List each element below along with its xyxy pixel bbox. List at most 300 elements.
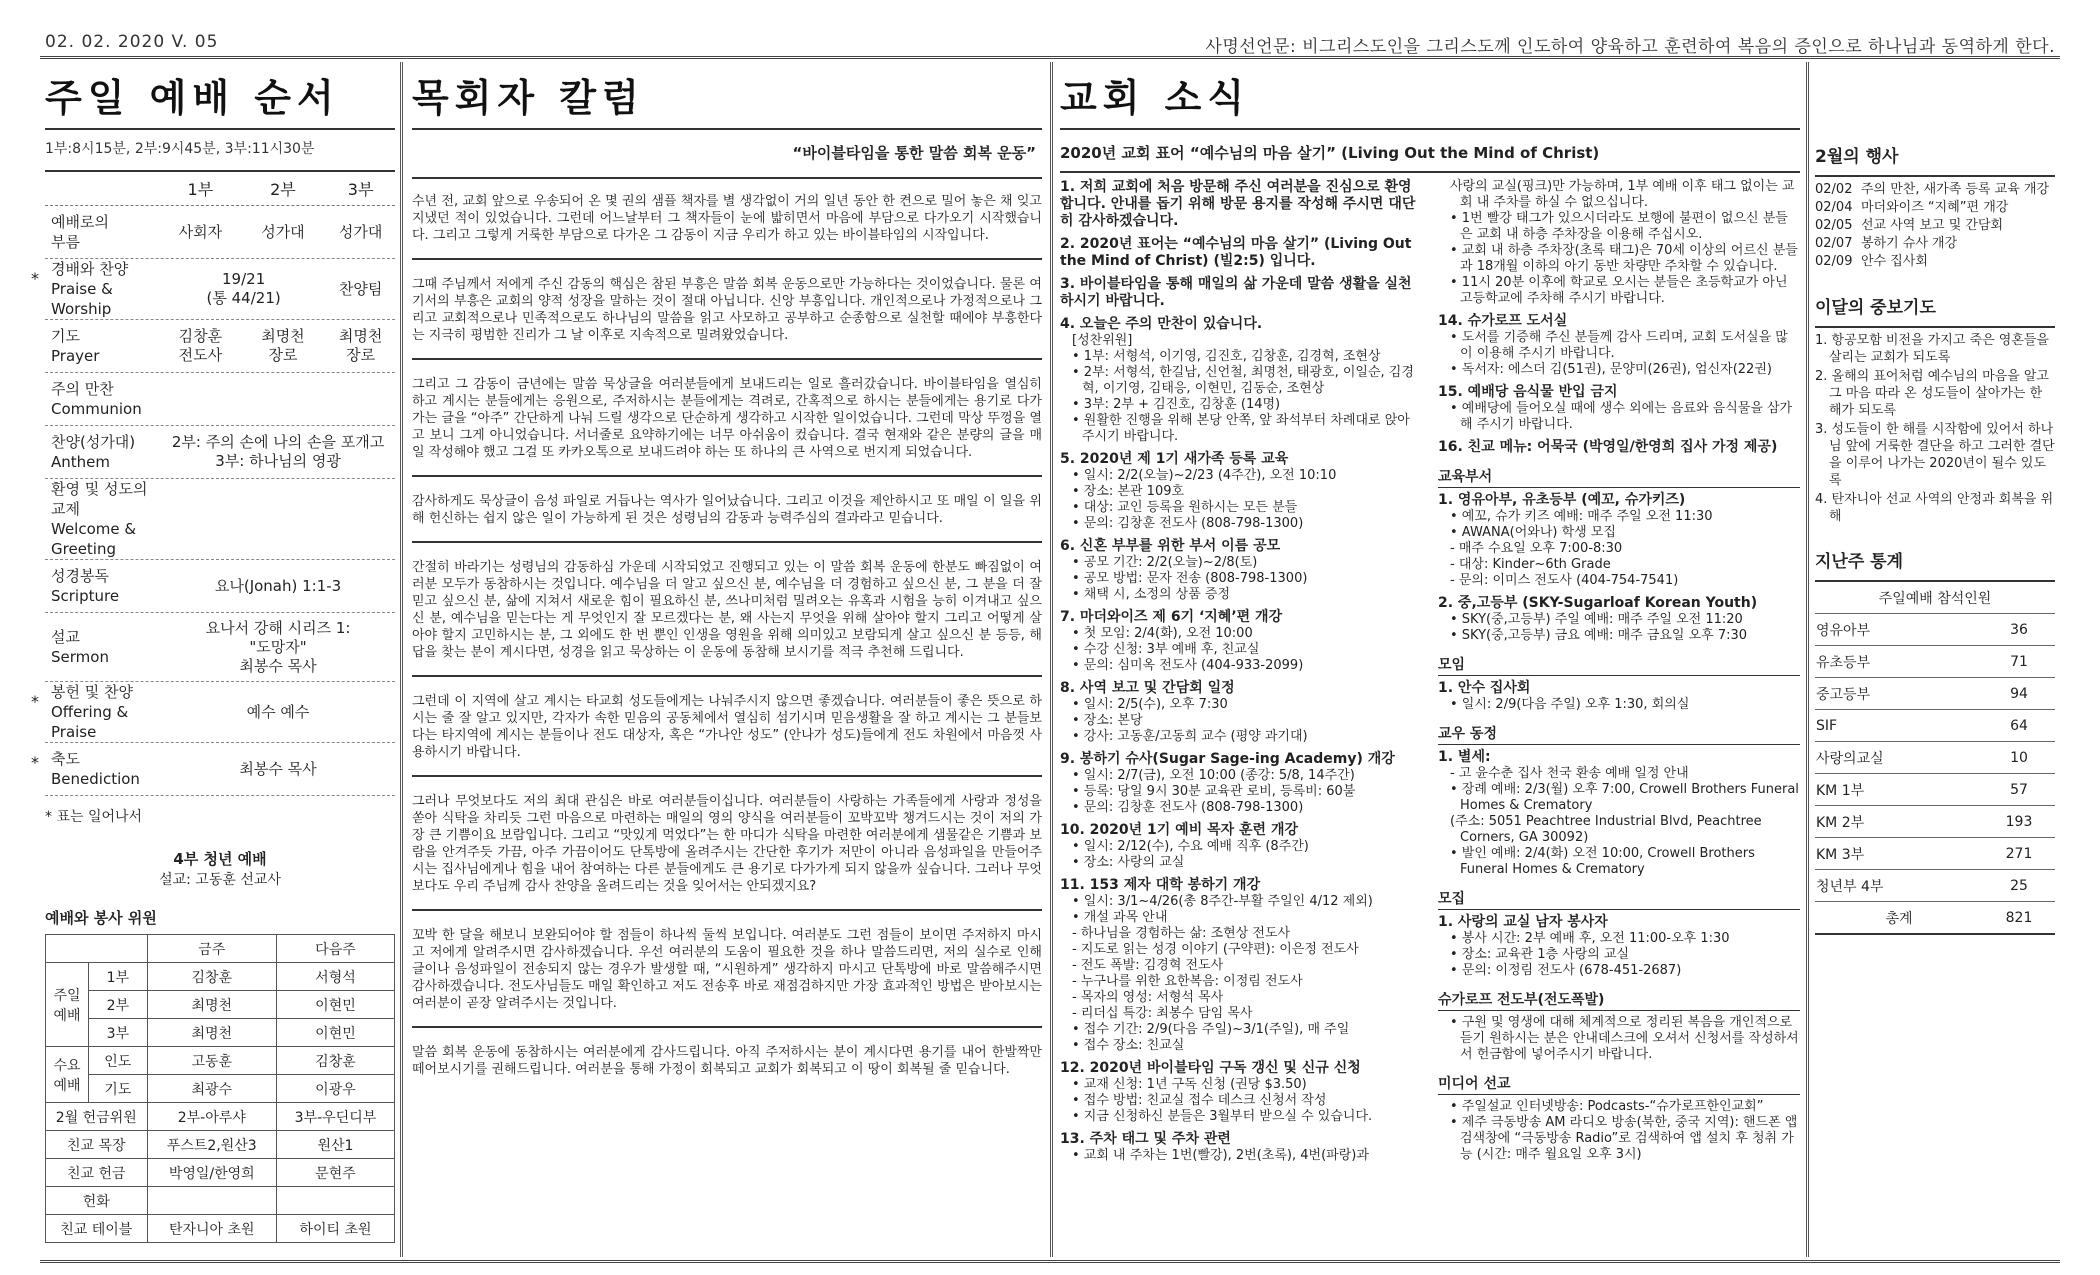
event-text: 주의 만찬, 새가족 등록 교육 개강 — [1861, 182, 2050, 197]
order-row — [45, 479, 395, 560]
service-row — [46, 991, 395, 1019]
service-row — [46, 1075, 395, 1103]
youth-title: 4부 청년 예배 — [173, 850, 267, 868]
news-details — [1060, 697, 1420, 745]
service-row — [46, 1187, 395, 1215]
stats-label: KM 2부 — [1815, 806, 1983, 838]
stats-title: 지난주 통계 — [1815, 552, 1904, 572]
order-row — [45, 373, 395, 426]
news-detail: • 원활한 진행을 위해 본당 안쪽, 앞 좌석부터 차례대로 앉아 주시기 바랍니다. — [1072, 413, 1410, 444]
news-columns — [1060, 171, 1800, 1170]
column-paragraph: 수년 전, 교회 앞으로 우송되어 온 몇 권의 샘플 책자를 별 생각없이 거의 일년 동안 한 켠으로 밀어 놓은 채 잊고 지냈던 적이 있었습니다. 그런데 어느날부터 그 책자들이 눈에 밟히면서 마음에 부담으로 다가오기 시작했습니다. 그리고 그렇게 거룩한 부담으로 다가온 그 감동이 지금 우리가 하고 있는 바이블타임의 시작입니다. — [412, 194, 1042, 243]
pastor-column-subtitle: “바이블타임을 통한 말씀 회복 운동” — [792, 144, 1036, 162]
service-next-week: 김창훈 — [276, 1047, 394, 1075]
top-rule — [40, 56, 2060, 59]
news-detail: • 장례 예배: 2/3(월) 오후 7:00, Crowell Brothers Funeral Homes & Crematory — [1450, 782, 1799, 813]
department-heading: 모임 — [1438, 654, 1800, 676]
side-column — [1815, 68, 2055, 1253]
column-section — [412, 909, 1042, 1012]
header-1: 1부 — [187, 180, 214, 199]
service-label: 친교 테이블 — [46, 1215, 148, 1243]
column-section — [412, 475, 1042, 527]
service-row — [46, 1019, 395, 1047]
stats-label: SIF — [1815, 710, 1983, 742]
order-cell-span: 예수 예수 — [246, 702, 310, 721]
column-paragraph: 꼬박 한 달을 해보니 보완되어야 할 점들이 하나씩 둘씩 보입니다. 여러분도 그런 점들이 보이면 주저하지 마시고 저에게 알려주시면 감사하겠습니다. 우선 여러분의 도움이 필요한 것을 하나 말씀드리면, 저의 실수로 인해 글이나 음성파일이 전송되지 않는 경우가 발생할 때, “시원하게” 생각하지 마시고 단톡방에 바로 말씀해주시면 감사하겠습니다. 전도사님들도 매일 확인하고 저도 전송후 바로 재점검하지만 가장 효과적인 방법은 받아보시는 여러분이 곧장 알려주시는 것입니다. — [412, 928, 1042, 1011]
service-committee-title: 예배와 봉사 위원 — [45, 909, 157, 927]
youth-service — [45, 848, 395, 889]
service-sub: 3부 — [89, 1019, 148, 1047]
news-item — [1060, 451, 1420, 532]
news-item — [1060, 236, 1420, 270]
department-items — [1438, 1015, 1800, 1063]
order-label: 축도 Benediction — [51, 750, 140, 788]
service-sub: 인도 — [89, 1047, 148, 1075]
news-details — [1060, 1148, 1420, 1164]
column-section — [412, 1026, 1042, 1078]
news-detail: - 하나님을 경험하는 삶: 조현상 전도사 — [1072, 926, 1291, 941]
stats-label: 사랑의교실 — [1815, 742, 1983, 774]
service-this-week: 최명천 — [147, 991, 276, 1019]
news-detail: • AWANA(어와나) 학생 모집 — [1450, 525, 1616, 540]
news-item — [1438, 595, 1800, 644]
order-label: 찬양(성가대) Anthem — [51, 433, 136, 471]
order-cell-span: 요나(Jonah) 1:1-3 — [214, 576, 342, 595]
order-label: 설교 Sermon — [51, 628, 109, 666]
column-section — [412, 258, 1042, 344]
stats-row — [1815, 838, 2055, 870]
service-this-week: 김창훈 — [147, 963, 276, 991]
stats-row — [1815, 774, 2055, 806]
stats-label: 유초등부 — [1815, 646, 1983, 678]
title-rule — [1060, 128, 1800, 130]
order-row — [45, 560, 395, 613]
service-group: 주일 예배 — [46, 963, 89, 1047]
prayer-item: 2. 올해의 표어처럼 예수님의 마음을 알고 그 마음 따라 온 성도들이 살아가는 한 해가 되도록 — [1815, 369, 2049, 418]
news-item — [1060, 316, 1420, 445]
news-detail: • 접수 기간: 2/9(다음 주일)~3/1(주일), 매 주일 — [1072, 1022, 1350, 1037]
order-cell: 성가대 — [261, 222, 305, 241]
stats-row — [1815, 678, 2055, 710]
service-next-week: 문현주 — [276, 1159, 394, 1187]
news-detail: • 일시: 2/7(금), 오전 10:00 (종강: 5/8, 14주간) — [1072, 768, 1355, 783]
order-row — [31, 259, 395, 320]
news-detail: • 봉사 시간: 2부 예배 후, 오전 11:00-오후 1:30 — [1450, 931, 1730, 946]
news-detail: • 장소: 사랑의 교실 — [1072, 855, 1185, 870]
news-detail: - 지도로 읽는 성경 이야기 (구약편): 이은정 전도사 — [1072, 942, 1359, 957]
department-heading: 교육부서 — [1438, 466, 1800, 488]
news-detail: • 문의: 이정림 전도사 (678-451-2687) — [1450, 963, 1682, 978]
column-section — [412, 541, 1042, 661]
news-item — [1438, 914, 1800, 979]
news-detail: • 교재 신청: 1년 구독 신청 (권당 $3.50) — [1072, 1077, 1307, 1092]
news-detail: • 구원 및 영생에 대해 체계적으로 정리된 복음을 개인적으로 듣기 원하시는 분은 안내데스크에 오셔서 신청서를 작성하셔서 헌금함에 넣어주시기 바랍니다. — [1450, 1015, 1799, 1062]
church-news-title: 교회 소식 — [1060, 76, 1251, 120]
news-heading: 15. 예배당 음식물 반입 금지 — [1438, 384, 1618, 400]
news-heading: 2. 2020년 표어는 “예수님의 마음 살기” (Living Out the Mind of Christ) (빌2:5) 입니다. — [1060, 236, 1412, 269]
prayer-list — [1815, 326, 2055, 525]
worship-order-column — [31, 68, 395, 1253]
news-detail: • 공모 방법: 문자 전송 (808-798-1300) — [1072, 571, 1308, 586]
corner-cell — [46, 935, 148, 963]
news-item — [1438, 749, 1800, 878]
news-heading: 11. 153 제자 대학 봉하기 개강 — [1060, 877, 1261, 893]
stats-total-row — [1815, 902, 2055, 935]
standing-star: * — [31, 269, 39, 288]
news-detail: - 누구나를 위한 요한복음: 이정림 전도사 — [1072, 974, 1303, 989]
mission-statement: 사명선언문: 비그리스도인을 그리스도께 인도하여 양육하고 훈련하여 복음의 증인으로 하나님과 동역하게 한다. — [1205, 37, 2055, 57]
news-detail: - 매주 수요일 오후 7:00-8:30 — [1450, 541, 1623, 556]
department-heading: 모집 — [1438, 888, 1800, 910]
column-paragraph: 간절히 바라기는 성령님의 감동하심 가운데 시작되었고 진행되고 있는 이 말씀 회복 운동에 한분도 빠짐없이 여러분 모두가 동참하시는 것입니다. 예수님을 더 알고 싶으신 분, 예수님을 더 경험하고 싶으신 분, 그 분을 더 잘 믿고 싶으신 분, 삶에 지쳐서 새로운 힘이 필요하신 분, 쓰나미처럼 밀려오는 유혹과 시험을 능히 이겨내고 싶으신 분, 예수님을 믿는다는 게 무엇인지 잘 모르겠다는 분, 왜 사는지 무엇을 위해 살아야 할지 그리고 어떻게 살아야 할지 고민하시는 분, 그 외에도 한 번 뿐인 인생을 영원을 위해 의미있고 보람되게 살고 싶으신 분 등등, 해답을 찾는 분이 계시다면, 성경을 읽고 묵상하는 이 운동에 동참해 보시기를 적극 추천해 드립니다. — [412, 560, 1042, 660]
news-heading: 9. 봉하기 슈사(Sugar Sage-ing Academy) 개강 — [1060, 751, 1395, 767]
news-detail: • 채택 시, 소정의 상품 증정 — [1072, 587, 1231, 602]
order-label: 예배로의 부름 — [51, 213, 109, 251]
stats-label: 청년부 4부 — [1815, 870, 1983, 902]
stats-row — [1815, 646, 2055, 678]
news-detail: (주소: 5051 Peachtree Industrial Blvd, Peachtree Corners, GA 30092) — [1450, 814, 1762, 845]
stats-label: 영유아부 — [1815, 614, 1983, 646]
column-section — [412, 775, 1042, 895]
service-label: 2월 헌금위원 — [46, 1103, 148, 1131]
stats-value: 94 — [1983, 678, 2055, 710]
order-row — [45, 613, 395, 682]
order-label: 성경봉독 Scripture — [51, 567, 120, 605]
news-heading: 7. 마더와이즈 제 6기 ‘지혜’편 개강 — [1060, 609, 1283, 625]
order-cell-span: 요나서 강해 시리즈 1: "도망자" 최봉수 목사 — [205, 618, 351, 675]
stats-value: 64 — [1983, 710, 2055, 742]
service-sub: 2부 — [89, 991, 148, 1019]
service-this-week: 푸스트2,원산3 — [147, 1131, 276, 1159]
service-next-week: 하이티 초원 — [276, 1215, 394, 1243]
news-detail: - 문의: 이미스 전도사 (404-754-7541) — [1450, 573, 1679, 588]
date-volume: 02. 02. 2020 V. 05 — [45, 32, 219, 52]
news-detail: • 첫 모임: 2/4(화), 오전 10:00 — [1072, 626, 1253, 641]
title-rule — [45, 128, 395, 130]
news-detail: • 1번 빨강 태그가 있으시더라도 보행에 불편이 없으신 분들은 교회 내 하층 주차장을 이용해 주십시오. — [1450, 211, 1788, 242]
news-heading: 1. 영유아부, 유초등부 (예꼬, 슈가키즈) — [1438, 492, 1686, 508]
news-heading: 1. 안수 집사회 — [1438, 680, 1531, 696]
event-row — [1815, 217, 2055, 235]
news-heading: 13. 주차 태그 및 주차 관련 — [1060, 1131, 1231, 1147]
news-detail: • SKY(중,고등부) 주일 예배: 매주 주일 오전 11:20 — [1450, 612, 1743, 627]
column-paragraph: 그리고 그 감동이 금년에는 말씀 묵상글을 여러분들에게 보내드리는 일로 흘러갔습니다. 바이블타임을 열심히 하고 계시는 분들에게는 응원으로, 주저하시는 분들에게는 격려로, 간혹적으로 하시는 분들에게는 용기로 다가가는 글을 “아주” 간단하게 나눠 드릴 생각으로 단순하게 생각하고 시작한 일이었습니다. 그런데 막상 뚜껑을 열고 보니 그게 아니었습니다. 서너줄로 요약하기에는 너무 아쉬움이 컸습니다. 결국 현재와 같은 분량의 글을 매일 작성해야 했고 그걸 또 카카오톡으로 보내드려야 하는 또 하나의 큰 사역으로 번지게 되었습니다. — [412, 377, 1042, 460]
news-item — [1060, 822, 1420, 871]
event-date: 02/05 — [1815, 218, 1853, 233]
service-row — [46, 1131, 395, 1159]
service-sub: 1부 — [89, 963, 148, 991]
stats-header: 주일예배 참석인원 — [1815, 581, 2055, 614]
news-heading: 8. 사역 보고 및 간담회 일정 — [1060, 680, 1235, 696]
news-detail: • 일시: 2/9(다음 주일) 오후 1:30, 회의실 — [1450, 697, 1690, 712]
news-detail: • 도서를 기증해 주신 분들께 감사 드리며, 교회 도서실을 많이 이용해 주시기 바랍니다. — [1450, 330, 1788, 361]
church-news-column — [1060, 68, 1800, 1253]
service-this-week — [147, 1187, 276, 1215]
department-items — [1438, 1099, 1800, 1163]
news-detail: • 교회 내 주차는 1번(빨강), 2번(초록), 4번(파랑)과 — [1072, 1148, 1369, 1163]
news-detail: - 전도 폭발: 김경혁 전도사 — [1072, 958, 1224, 973]
news-detail: • 2부: 서형석, 한길남, 신언철, 최명천, 태광호, 이일순, 김경혁, 이기영, 김태응, 이현민, 김동순, 조현상 — [1072, 365, 1414, 396]
stats-total-value: 821 — [1983, 902, 2055, 935]
news-detail: • 독서자: 에스더 김(51권), 문양미(26권), 엄신자(22권) — [1450, 362, 1772, 377]
news-detail: • 예배당에 들어오실 때에 생수 외에는 음료와 음식물을 삼가 해 주시기 바랍니다. — [1450, 401, 1793, 432]
pastor-column — [412, 68, 1042, 1253]
news-detail: • 일시: 2/12(수), 수요 예배 직후 (8주간) — [1072, 839, 1309, 854]
youth-sub: 설교: 고동훈 선교사 — [159, 872, 281, 888]
service-sub: 기도 — [89, 1075, 148, 1103]
service-this-week: 고동훈 — [147, 1047, 276, 1075]
yearly-theme: 2020년 교회 표어 “예수님의 마음 살기” (Living Out the Mind of Christ) — [1060, 144, 1600, 162]
order-row — [45, 206, 395, 259]
news-item — [1060, 751, 1420, 816]
news-item — [1438, 313, 1800, 378]
event-row — [1815, 199, 2055, 217]
order-row — [45, 320, 395, 373]
prayer-item: 3. 성도들이 한 해를 시작함에 있어서 하나님 앞에 거룩한 결단을 하고 그러한 결단을 이루어 나가는 2020년이 될수 있도록 — [1815, 422, 2055, 488]
order-cell: 최명천 장로 — [261, 327, 305, 364]
news-item — [1060, 609, 1420, 674]
news-details — [1438, 766, 1800, 878]
stats-value: 193 — [1983, 806, 2055, 838]
order-cell: 최명천 장로 — [338, 327, 383, 364]
news-detail: • 발인 예배: 2/4(화) 오전 10:00, Crowell Brothers Funeral Homes & Crematory — [1450, 846, 1755, 877]
news-details — [1438, 697, 1800, 713]
news-heading: 14. 슈가로프 도서실 — [1438, 313, 1568, 329]
service-next-week — [276, 1187, 394, 1215]
column-divider — [1806, 62, 1809, 1257]
stats-row — [1815, 710, 2055, 742]
service-group: 수요 예배 — [46, 1047, 89, 1103]
order-label: 경배와 찬양 Praise & Worship — [51, 260, 129, 318]
order-cell: 김창훈 전도사 — [178, 327, 223, 364]
stats-value: 57 — [1983, 774, 2055, 806]
news-heading: 2. 중,고등부 (SKY-Sugarloaf Korean Youth) — [1438, 595, 1758, 611]
news-heading: 16. 친교 메뉴: 어묵국 (박영일/한영희 집사 가정 제공) — [1438, 439, 1778, 455]
column-body — [412, 179, 1042, 1078]
news-details — [1438, 612, 1800, 644]
news-details — [1060, 555, 1420, 603]
news-details — [1438, 1015, 1800, 1063]
news-item — [1060, 680, 1420, 745]
news-heading: 12. 2020년 바이블타임 구독 갱신 및 신규 신청 — [1060, 1060, 1361, 1076]
stats-label: KM 1부 — [1815, 774, 1983, 806]
news-details — [1060, 894, 1420, 1054]
news-item — [1060, 1131, 1420, 1164]
event-date: 02/09 — [1815, 254, 1853, 269]
standing-star: * — [31, 692, 39, 711]
event-text: 선교 사역 보고 및 간담회 — [1861, 218, 2004, 233]
news-detail: - 대상: Kinder~6th Grade — [1450, 557, 1611, 572]
this-week-header: 금주 — [147, 935, 276, 963]
news-details — [1438, 931, 1800, 979]
news-item — [1060, 1060, 1420, 1125]
news-detail: • 11시 20분 이후에 학교로 오시는 분들은 초등학교가 아닌 고등학교에 주차해 주시기 바랍니다. — [1450, 275, 1788, 306]
news-details — [1438, 330, 1800, 378]
service-times: 1부:8시15분, 2부:9시45분, 3부:11시30분 — [45, 141, 315, 157]
news-item — [1438, 492, 1800, 589]
department-items — [1438, 749, 1800, 878]
news-detail: • 교회 내 하층 주차장(초록 태그)은 70세 이상의 어르신 분들과 18개월 이하의 아기 동반 차량만 주차할 수 있습니다. — [1450, 243, 1798, 274]
order-cell-span: 2부: 주의 손에 나의 손을 포개고 3부: 하나님의 영광 — [171, 433, 385, 470]
stats-table — [1815, 580, 2055, 935]
news-detail: • 일시: 3/1~4/26(총 8주간-부활 주일인 4/12 제외) — [1072, 894, 1373, 909]
order-row — [45, 426, 395, 479]
service-label: 헌화 — [46, 1187, 148, 1215]
header-2: 2부 — [270, 180, 296, 199]
stats-value: 25 — [1983, 870, 2055, 902]
stats-row — [1815, 742, 2055, 774]
prayer-title: 이달의 중보기도 — [1815, 298, 1936, 318]
news-detail: • 문의: 김창훈 전도사 (808-798-1300) — [1072, 800, 1304, 815]
event-date: 02/02 — [1815, 182, 1853, 197]
news-heading: 6. 신혼 부부를 위한 부서 이름 공모 — [1060, 538, 1281, 554]
news-item — [1060, 877, 1420, 1054]
event-row — [1815, 235, 2055, 253]
service-this-week: 박영일/한영희 — [147, 1159, 276, 1187]
news-heading: 4. 오늘은 주의 만찬이 있습니다. — [1060, 316, 1263, 332]
news-details — [1438, 1099, 1800, 1163]
department-items — [1438, 492, 1800, 644]
news-item — [1060, 179, 1420, 230]
department-items — [1438, 914, 1800, 979]
column-divider — [400, 62, 403, 1257]
stats-total-label: 총계 — [1815, 902, 1983, 935]
title-rule — [412, 128, 1042, 130]
news-detail: • 장소: 본당 — [1072, 713, 1143, 728]
prayer-item: 4. 탄자니아 선교 사역의 안정과 회복을 위해 — [1815, 492, 2054, 524]
order-cell: 찬양팀 — [338, 279, 383, 298]
news-detail: • 강사: 고동훈/고동희 교수 (평양 과기대) — [1072, 729, 1308, 744]
news-heading: 1. 저희 교회에 처음 방문해 주신 여러분을 진심으로 환영합니다. 안내를 돕기 위해 방문 용지를 작성해 주시면 대단히 감사하겠습니다. — [1060, 179, 1416, 229]
stats-label: 중고등부 — [1815, 678, 1983, 710]
event-text: 봉하기 슈사 개강 — [1861, 236, 1958, 251]
service-next-week: 서형석 — [276, 963, 394, 991]
news-details — [1438, 509, 1800, 589]
stats-row — [1815, 614, 2055, 646]
order-label: 봉헌 및 찬양 Offering & Praise — [51, 683, 133, 741]
news-item — [1438, 680, 1800, 713]
service-row — [46, 1103, 395, 1131]
service-committee-table — [45, 934, 395, 1243]
column-section — [412, 193, 1042, 244]
column-section — [412, 358, 1042, 461]
news-detail: • 장소: 본관 109호 — [1072, 484, 1185, 499]
order-cell: 사회자 — [178, 222, 223, 241]
news-details — [1438, 401, 1800, 433]
news-detail: • 지금 신청하신 분들은 3월부터 받으실 수 있습니다. — [1072, 1109, 1373, 1124]
news-detail: • 1부: 서형석, 이기영, 김진호, 김창훈, 김경혁, 조현상 — [1072, 349, 1381, 364]
department-items — [1438, 680, 1800, 713]
next-week-header: 다음주 — [276, 935, 394, 963]
stats-label: KM 3부 — [1815, 838, 1983, 870]
standing-star: * — [31, 753, 39, 772]
news-detail: • 대상: 교인 등록을 원하시는 모든 분들 — [1072, 500, 1298, 515]
stats-value: 10 — [1983, 742, 2055, 774]
service-next-week: 3부-우딘디부 — [276, 1103, 394, 1131]
order-label: 기도 Prayer — [51, 327, 100, 365]
prayer-item: 1. 항공모함 비전을 가지고 죽은 영혼들을 살리는 교회가 되도록 — [1815, 333, 2049, 365]
news-detail: - 고 윤수춘 집사 천국 환송 예배 일정 안내 — [1450, 766, 1689, 781]
news-details — [1060, 468, 1420, 532]
news-detail: • 개설 과목 안내 — [1072, 910, 1168, 925]
stats-value: 36 — [1983, 614, 2055, 646]
news-item — [1438, 439, 1800, 456]
news-detail: - 리더십 특강: 최봉수 담임 목사 — [1072, 1006, 1253, 1021]
news-detail: • 3부: 2부 + 김진호, 김창훈 (14명) — [1072, 397, 1281, 412]
news-heading: 10. 2020년 1기 예비 목자 훈련 개강 — [1060, 822, 1298, 838]
department-heading: 미디어 선교 — [1438, 1073, 1800, 1095]
event-date: 02/07 — [1815, 236, 1853, 251]
event-row — [1815, 181, 2055, 199]
news-detail: • 장소: 교육관 1층 사랑의 교실 — [1450, 947, 1630, 962]
news-details — [1060, 626, 1420, 674]
news-detail: • 문의: 심미옥 전도사 (404-933-2099) — [1072, 658, 1304, 673]
column-divider — [1050, 62, 1053, 1257]
news-heading: 1. 사랑의 교실 남자 봉사자 — [1438, 914, 1608, 930]
pastor-column-title: 목회자 칼럼 — [412, 76, 645, 120]
stats-row — [1815, 806, 2055, 838]
news-detail: - 목자의 영성: 서형석 목사 — [1072, 990, 1224, 1005]
header-3: 3부 — [347, 180, 374, 199]
events-title: 2월의 행사 — [1815, 147, 1899, 167]
news-item — [1438, 179, 1800, 307]
service-next-week: 이현민 — [276, 1019, 394, 1047]
order-row — [31, 743, 395, 796]
news-heading: 5. 2020년 제 1기 새가족 등록 교육 — [1060, 451, 1289, 467]
news-detail: • 제주 극동방송 AM 라디오 방송(북한, 중국 지역): 핸드폰 앱 검색창에 “극동방송 Radio”로 검색하여 앱 설치 후 청취 가능 (시간: 매주 월요일 오후 3시) — [1450, 1115, 1798, 1162]
news-detail: • 등록: 당일 9시 30분 교육관 로비, 등록비: 60불 — [1072, 784, 1356, 799]
news-detail: [성찬위원] — [1072, 333, 1133, 348]
column-paragraph: 그런데 이 지역에 살고 계시는 타교회 성도들에게는 나눠주시지 않으면 좋겠습니다. 여러분들이 좋은 뜻으로 하시는 줄 잘 알고 있지만, 각자가 속한 믿음의 공동체에서 열심히 섬기시며 믿음생활을 잘 하고 계시는 그 분들보다는 타지역에 계시는 분들이나 전도 대상자, 혹은 “가나안 성도” (안나가 성도)들에게 전도 차원에서 마음껏 사용하시기 바랍니다. — [412, 694, 1042, 760]
news-item — [1060, 276, 1420, 310]
news-right — [1438, 179, 1800, 1170]
standing-note: * 표는 일어나서 — [45, 809, 143, 825]
news-heading: 3. 바이블타임을 통해 매일의 삶 가운데 말씀 생활을 실천하시기 바랍니다. — [1060, 276, 1412, 309]
news-detail: • 문의: 김창훈 전도사 (808-798-1300) — [1072, 516, 1304, 531]
news-detail: • 일시: 2/2(오늘)~2/23 (4주간), 오전 10:10 — [1072, 468, 1337, 483]
news-detail: • 공모 기간: 2/2(오늘)~2/8(토) — [1072, 555, 1258, 570]
service-next-week: 이현민 — [276, 991, 394, 1019]
service-row — [46, 963, 395, 991]
news-detail: 사랑의 교실(핑크)만 가능하며, 1부 예배 이후 태그 없이는 교회 내 주차를 하실 수 없으십니다. — [1450, 179, 1795, 210]
service-this-week: 2부-아루샤 — [147, 1103, 276, 1131]
service-label: 친교 헌금 — [46, 1159, 148, 1187]
order-header-row — [45, 172, 395, 206]
column-section — [412, 675, 1042, 761]
news-detail: • 일시: 2/5(수), 오후 7:30 — [1072, 697, 1228, 712]
department-heading: 슈가로프 전도부(전도폭발) — [1438, 989, 1800, 1011]
service-row — [46, 1159, 395, 1187]
bottom-rule — [40, 1260, 2060, 1263]
service-row — [46, 1047, 395, 1075]
events-list — [1815, 175, 2055, 271]
news-details — [1060, 839, 1420, 871]
worship-order-title: 주일 예배 순서 — [45, 76, 340, 120]
news-item — [1438, 1099, 1800, 1163]
column-paragraph: 말씀 회복 운동에 동참하시는 여러분에게 감사드립니다. 아직 주저하시는 분이 계시다면 용기를 내어 한발짝만 떼어보시기를 권해드립니다. 여러분을 통해 가정이 회복되고 교회가 회복되고 이 땅이 회복될 줄 믿습니다. — [412, 1045, 1042, 1077]
news-detail: • 접수 장소: 친교실 — [1072, 1038, 1185, 1053]
news-detail: • SKY(중,고등부) 금요 예배: 매주 금요일 오후 7:30 — [1450, 628, 1748, 643]
order-label: 주의 만찬 Communion — [51, 380, 142, 418]
column-paragraph: 그때 주님께서 저에게 주신 감동의 핵심은 참된 부흥은 말씀 회복 운동으로만 가능하다는 것이었습니다. 물론 여기서의 부흥은 교회의 양적 성장을 말하는 것이 절대 아닙니다. 신앙 부흥입니다. 개인적으로나 가정적으로나 그리고 교회적으로나 민족적으로도 하나님의 말씀을 읽고 사모하고 공부하고 순종함으로 실천할 때에야 부흥한다는 지극히 평범한 진리가 그 날 이후로 지속적으로 밀려왔었습니다. — [412, 277, 1042, 343]
event-date: 02/04 — [1815, 200, 1853, 215]
stats-value: 71 — [1983, 646, 2055, 678]
news-detail: • 예꼬, 슈가 키즈 예배: 매주 주일 오전 11:30 — [1450, 509, 1713, 524]
stats-value: 271 — [1983, 838, 2055, 870]
column-paragraph: 감사하게도 묵상글이 음성 파일로 거듭나는 역사가 일어났습니다. 그리고 이것을 제안하시고 또 매일 이 일을 위해 헌신하는 쉽지 않은 일이 가능하게 된 것은 성령님의 감동과 능력주심의 결과라고 믿습니다. — [412, 494, 1042, 526]
news-detail: • 접수 방법: 친교실 접수 데스크 신청서 작성 — [1072, 1093, 1327, 1108]
service-row — [46, 1215, 395, 1243]
